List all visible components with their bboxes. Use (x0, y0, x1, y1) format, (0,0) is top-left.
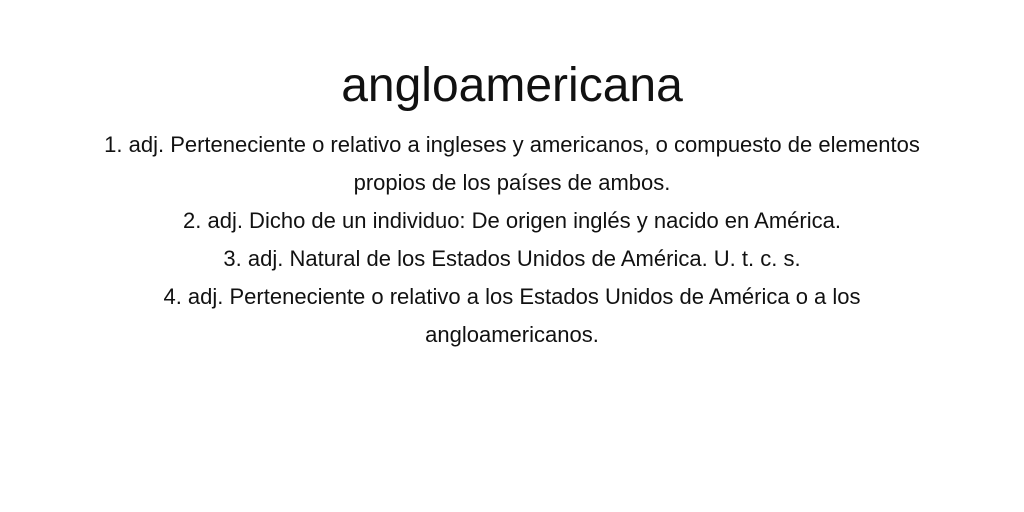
headword: angloamericana (341, 59, 683, 112)
definition-list (92, 126, 932, 354)
definition-item: 1. adj. Perteneciente o relativo a ingleses y americanos, o compuesto de elementos propios de los países de ambos. (104, 132, 920, 195)
definition-item: 2. adj. Dicho de un individuo: De origen inglés y nacido en América. (183, 208, 841, 233)
definition-item: 4. adj. Perteneciente o relativo a los Estados Unidos de América o a los angloamericanos. (163, 284, 861, 347)
definition-item: 3. adj. Natural de los Estados Unidos de América. U. t. c. s. (223, 246, 801, 271)
